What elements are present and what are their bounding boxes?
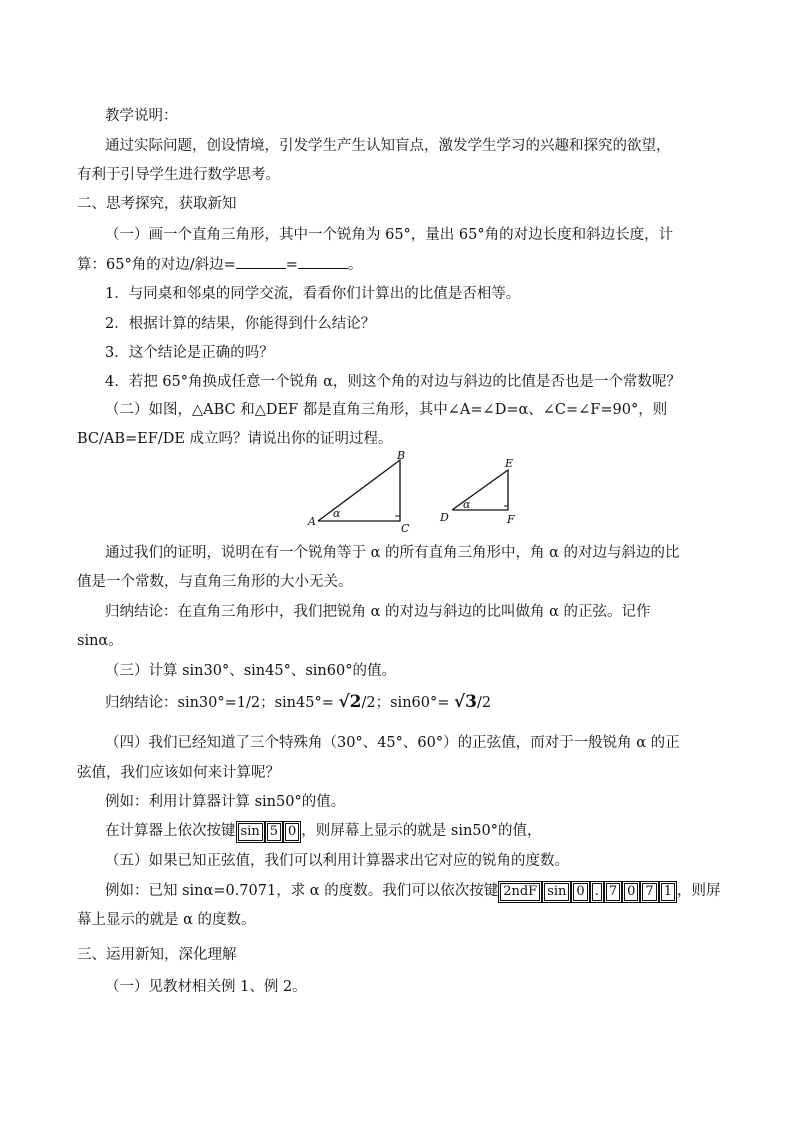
sqrt2-value: √2 bbox=[338, 692, 362, 712]
list-item-4: 4．若把 65°角换成任意一个锐角 α，则这个角的对边与斜边的比值是否也是一个常数呢？ bbox=[105, 374, 681, 390]
key-sin: sin bbox=[238, 823, 263, 841]
q4-line1: （四）我们已经知道了三个特殊角（30°、45°、60°）的正弦值，而对于一般锐角 α 的正 bbox=[105, 735, 680, 751]
key-dot: . bbox=[592, 883, 602, 901]
section2-title: 二、思考探究，获取新知 bbox=[77, 196, 237, 212]
proof-line2: 值是一个常数，与直角三角形的大小无关。 bbox=[77, 574, 353, 590]
key-0: 0 bbox=[624, 883, 638, 901]
q3-line: （三）计算 sin30°、sin45°、sin60°的值。 bbox=[105, 663, 396, 679]
section3-title: 三、运用新知，深化理解 bbox=[77, 947, 237, 963]
list-item-2: 2．根据计算的结果，你能得到什么结论？ bbox=[105, 316, 376, 332]
key-7: 7 bbox=[606, 883, 620, 901]
triangle-abc bbox=[318, 460, 400, 521]
key-instruction-text: 在计算器上依次按键 bbox=[105, 823, 236, 839]
label-c: C bbox=[401, 522, 410, 535]
q5-line: （五）如果已知正弦值，我们可以利用计算器求出它对应的锐角的度数。 bbox=[105, 853, 569, 869]
key-5: 5 bbox=[267, 823, 281, 841]
answer-blank-1[interactable] bbox=[236, 254, 286, 269]
key-2ndf: 2ndF bbox=[500, 883, 540, 901]
key-0: 0 bbox=[285, 823, 299, 841]
key-result-text: ，则屏幕上显示的就是 sin50°的值， bbox=[301, 823, 542, 839]
q2-line1: （二）如图，△ABC 和△DEF 都是直角三角形，其中∠A=∠D=α、∠C=∠F=90°，则 bbox=[105, 402, 668, 418]
key-7: 7 bbox=[642, 883, 656, 901]
q1-text: 算：65°角的对边/斜边= bbox=[77, 257, 236, 273]
label-f: F bbox=[507, 513, 515, 526]
equals-sign: = bbox=[285, 257, 298, 273]
example2-line2: 幕上显示的就是 α 的度数。 bbox=[77, 912, 256, 928]
special-values-line bbox=[105, 692, 491, 713]
intro-heading: 教学说明： bbox=[105, 108, 178, 124]
example2-tail: ，则屏 bbox=[676, 883, 721, 899]
label-a: A bbox=[308, 515, 316, 528]
sin-values-text: 归纳结论：sin30°=1/2；sin45°= bbox=[105, 695, 339, 711]
sqrt3-value: √3 bbox=[454, 692, 478, 712]
alpha-label-1: α bbox=[333, 507, 341, 520]
over-two: /2 bbox=[477, 695, 492, 711]
conclusion-line2: sinα。 bbox=[77, 633, 123, 649]
key-0: 0 bbox=[573, 883, 587, 901]
intro-paragraph-line2: 有利于引导学生进行数学思考。 bbox=[77, 167, 280, 183]
q4-line2: 弦值，我们应该如何来计算呢？ bbox=[77, 765, 280, 781]
sin60-text: /2；sin60°= bbox=[361, 695, 454, 711]
example1-line: 例如：利用计算器计算 sin50°的值。 bbox=[105, 794, 346, 810]
example2-keys-line bbox=[105, 881, 720, 901]
triangle-def bbox=[452, 470, 508, 510]
q2-line2: BC/AB=EF/DE 成立吗？请说出你的证明过程。 bbox=[77, 431, 393, 447]
conclusion-line1: 归纳结论：在直角三角形中，我们把锐角 α 的对边与斜边的比叫做角 α 的正弦。记作 bbox=[105, 604, 651, 620]
period: 。 bbox=[347, 257, 363, 273]
list-item-1: 1．与同桌和邻桌的同学交流，看看你们计算出的比值是否相等。 bbox=[105, 286, 521, 302]
label-e: E bbox=[505, 457, 514, 470]
example2-text: 例如：已知 sinα=0.7071，求 α 的度数。我们可以依次按键 bbox=[105, 883, 499, 899]
key-1: 1 bbox=[661, 883, 675, 901]
list-item-3: 3．这个结论是正确的吗？ bbox=[105, 345, 274, 361]
q1-line2 bbox=[77, 254, 362, 275]
section3-item1: （一）见教材相关例 1、例 2。 bbox=[105, 979, 307, 995]
key-sin: sin bbox=[544, 883, 569, 901]
example1-keys-line bbox=[105, 821, 542, 841]
q1-line1: （一）画一个直角三角形，其中一个锐角为 65°，量出 65°角的对边长度和斜边长度，计 bbox=[105, 227, 674, 243]
triangles-figure bbox=[300, 450, 540, 539]
label-b: B bbox=[397, 450, 406, 462]
alpha-label-2: α bbox=[463, 498, 471, 511]
intro-paragraph-line1: 通过实际问题，创设情境，引发学生产生认知盲点，激发学生学习的兴趣和探究的欲望， bbox=[105, 138, 671, 154]
answer-blank-2[interactable] bbox=[298, 254, 348, 269]
proof-line1: 通过我们的证明，说明在有一个锐角等于 α 的所有直角三角形中，角 α 的对边与斜边的比 bbox=[105, 545, 680, 561]
label-d: D bbox=[440, 511, 449, 524]
